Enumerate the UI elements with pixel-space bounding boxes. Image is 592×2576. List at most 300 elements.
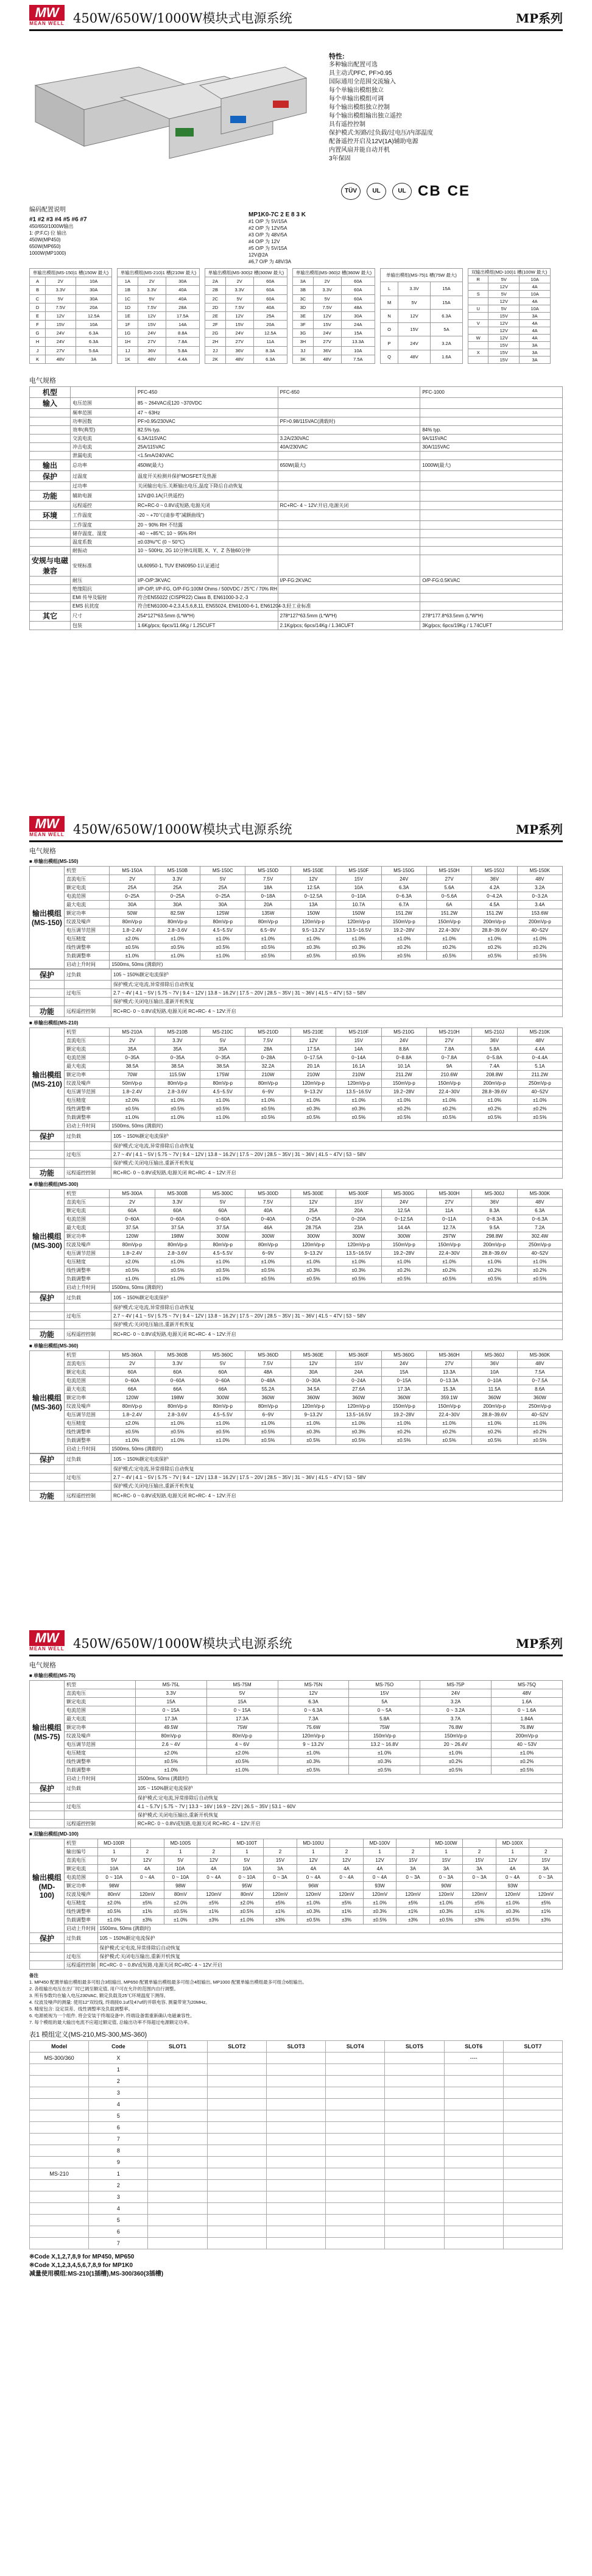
table-cell: 温度开关检测并保护MOSFET及热源 (136, 471, 278, 482)
table-cell: 2V (46, 277, 76, 286)
table-cell: 13.5~16.5V (336, 1249, 381, 1258)
table-cell: 7.5V (225, 303, 253, 311)
table-cell (30, 1465, 65, 1474)
table-cell (30, 2215, 89, 2226)
table-cell: 24V (381, 1360, 426, 1368)
table-cell: 150mVp-p (426, 918, 471, 926)
table-cell: 200mVp-p (472, 918, 517, 926)
table-cell (30, 443, 71, 452)
table-cell (385, 2168, 444, 2180)
table-row (30, 1775, 563, 1783)
table-cell: 198W (155, 1394, 200, 1402)
table-row (30, 1961, 563, 1970)
table-cell: 9~13.2V (291, 1249, 336, 1258)
table-row (30, 269, 112, 277)
table-cell: MS-360F (336, 1351, 381, 1360)
table-cell: 5V (313, 294, 341, 303)
table-cell: 38.5A (110, 1062, 155, 1071)
table-cell: ±0.2% (517, 1105, 562, 1113)
table-cell: 17.3A (135, 1715, 206, 1723)
table-cell: 远程遥控控制 (65, 1491, 111, 1502)
table-cell: ±0.3% (363, 1907, 396, 1916)
table-cell: MS-300/360 (30, 2053, 89, 2064)
table-cell: 电压精度 (65, 1899, 98, 1907)
table-cell: 105 ~ 150%额定电流保护 (111, 1454, 563, 1465)
table-cell (148, 2238, 207, 2249)
table-cell: 80mVp-p (155, 1079, 200, 1088)
table-cell: 32.2A (245, 1062, 291, 1071)
table-cell: 1A (118, 277, 138, 286)
table-cell: ±0.3% (336, 1428, 381, 1436)
table-cell: 启动上升时间 (65, 1283, 110, 1292)
table-cell: 76.8W (492, 1723, 563, 1732)
table-cell: 10.7A (336, 901, 381, 909)
table-cell: 66A (155, 1385, 200, 1394)
table-cell: MS-300B (155, 1190, 200, 1198)
table-cell (385, 2203, 444, 2215)
table-row (30, 1899, 563, 1907)
table-cell: 机型 (65, 1028, 110, 1037)
table-cell: 2 (330, 1848, 364, 1856)
table-cell: 7.3A (278, 1715, 349, 1723)
table-cell (266, 2122, 325, 2134)
table-cell: 46A (245, 1224, 291, 1232)
table-cell (444, 2145, 503, 2157)
table-cell: MS-75M (206, 1681, 278, 1689)
table-cell: 0~60A (200, 1215, 245, 1224)
table-row (30, 901, 563, 909)
table-cell (385, 2145, 444, 2157)
table-row (468, 291, 551, 298)
table-cell: 9A (426, 1062, 471, 1071)
table-row (30, 346, 112, 355)
table-cell: 24V (420, 1689, 492, 1698)
table-cell: 24A (336, 1368, 381, 1377)
table-row (30, 585, 563, 594)
table-cell: 22.4~30V (426, 926, 471, 935)
table-cell: ±0.5% (472, 1113, 517, 1122)
table-cell: 120mVp-p (291, 1079, 336, 1088)
table-cell: ±1.0% (245, 1096, 291, 1105)
table-cell: 150mVp-p (381, 918, 426, 926)
table-cell: 3A (520, 349, 551, 357)
table-cell: 0~10A (472, 1377, 517, 1385)
table-row (293, 355, 375, 363)
table-cell: ±1.0% (517, 1096, 562, 1105)
table-cell: 16.1A (336, 1062, 381, 1071)
table-cell: 0 ~ 3A (463, 1873, 496, 1882)
table-cell: 直流电压 (65, 1856, 98, 1865)
table-row (30, 918, 563, 926)
table-row (30, 1258, 563, 1266)
table-cell: MS-150G (381, 867, 426, 875)
table-row (30, 1241, 563, 1249)
table-cell: 单输出模组(MS-300)2 槽(300W 最大) (205, 269, 287, 277)
table-cell: 1K (118, 355, 138, 363)
table-cell: ±0.5% (363, 1916, 396, 1925)
table-cell (30, 521, 71, 530)
table-cell: 60A (200, 1368, 245, 1377)
table-row (30, 1304, 563, 1312)
table-cell: 120mVp-p (291, 1402, 336, 1411)
protection-table (29, 1130, 563, 1179)
table-cell (30, 989, 65, 998)
table-cell (468, 357, 488, 364)
table-cell (30, 1953, 65, 1961)
table-cell: 15V (488, 342, 520, 349)
table-row (30, 443, 563, 452)
table-cell: 135W (245, 909, 291, 918)
table-row (30, 426, 563, 435)
table-cell: 105 ~ 150%额定电流保护 (135, 1783, 562, 1794)
table-cell: 40~52V (517, 1249, 562, 1258)
table-cell: 5V (200, 1037, 245, 1045)
table-cell: ±0.2% (492, 1758, 563, 1766)
table-cell: 2A (205, 277, 226, 286)
table-cell: 120mV (363, 1890, 396, 1899)
table-cell (444, 2064, 503, 2076)
table-cell: 远程遥控控制 (65, 1329, 111, 1340)
table-cell: 28.8~39.6V (472, 1088, 517, 1096)
table-cell: 9 ~ 13.2V (278, 1740, 349, 1749)
table-cell: 15V (313, 321, 341, 329)
table-row (30, 1689, 563, 1698)
table-cell: 10A (164, 1865, 197, 1873)
table-cell: 4A (520, 298, 551, 305)
table-cell: 负载调整率 (65, 1766, 136, 1775)
table-cell: 过负载 (65, 1293, 111, 1304)
table-cell: 7.5V (245, 1037, 291, 1045)
table-cell (503, 2064, 562, 2076)
table-cell: 总功率 (71, 460, 136, 471)
table-cell: 额定功率 (65, 1882, 98, 1890)
table-row (30, 1006, 563, 1017)
table-cell: 0~11A (426, 1215, 471, 1224)
slot-table-title: 表1 模组定义(MS-210,MS-300,MS-360) (29, 2031, 147, 2038)
table-cell: 37.5A (155, 1224, 200, 1232)
table-row (30, 1368, 563, 1377)
table-cell: 19.2~28V (381, 1249, 426, 1258)
table-cell: 1 (89, 2064, 148, 2076)
protection-table (29, 1292, 563, 1340)
table-cell: RC+RC- 0 ~ 0.8V或短路,电源关闭 RC+RC- 4 ~ 12V:开启 (111, 1168, 563, 1179)
series-name: MP系列 (515, 822, 563, 837)
table-cell: 47 ~ 63Hz (136, 409, 278, 417)
table-cell: ±1.0% (200, 1436, 245, 1445)
tuv-mark-icon: TÜV (341, 183, 361, 200)
table-cell: 1500ms, 50ms (满载时) (110, 1445, 563, 1453)
table-cell (396, 1839, 430, 1848)
table-cell: 线性调整率 (65, 1907, 98, 1916)
table-cell: ±0.3% (336, 1105, 381, 1113)
table-cell: 最大电流 (65, 1062, 110, 1071)
table-cell: 负载调整率 (65, 1113, 110, 1122)
table-row (118, 294, 200, 303)
table-cell: ±0.5% (245, 1113, 291, 1122)
table-cell: 22.4~30V (426, 1249, 471, 1258)
table-cell: 单输出模组(MS-75)1 槽(75W 最大) (381, 269, 463, 282)
table-cell: 4A (297, 1865, 330, 1873)
table-cell (420, 471, 563, 482)
module-code-table (380, 268, 463, 364)
table-cell (503, 2053, 562, 2064)
table-cell: 17.5A (291, 1045, 336, 1054)
table-cell (278, 471, 420, 482)
table-cell: 20A (253, 321, 287, 329)
table-cell: ±0.5% (517, 1113, 562, 1122)
table-row (293, 321, 375, 329)
table-cell: MD-100W (429, 1839, 463, 1848)
table-cell: 1.8~2.4V (110, 1249, 155, 1258)
table-cell: 2V (110, 1037, 155, 1045)
table-cell: 1500ms, 50ms (满载时) (135, 1775, 562, 1783)
table-cell (30, 1474, 65, 1482)
table-cell: 60A (110, 1207, 155, 1215)
table-cell: MS-150A (110, 867, 155, 875)
table-cell: 0~8.8A (381, 1054, 426, 1062)
table-cell: 1.8~2.4V (110, 1088, 155, 1096)
table-row (30, 1360, 563, 1368)
table-cell: MS-360B (155, 1351, 200, 1360)
table-cell: 7.5A (517, 1368, 562, 1377)
table-cell: 远程遥控 (71, 502, 136, 510)
table-cell: G (30, 329, 46, 338)
table-cell (385, 2134, 444, 2145)
table-cell: ±0.2% (381, 1266, 426, 1275)
table-cell: 15A (135, 1698, 206, 1706)
table-cell: 耐压 (71, 577, 136, 585)
table-cell (503, 2087, 562, 2099)
table-cell: 12V (278, 1689, 349, 1698)
table-cell (30, 998, 65, 1006)
table-cell: 3A (76, 355, 111, 363)
table-cell (30, 1312, 65, 1321)
table-cell: 2.8~3.6V (155, 926, 200, 935)
table-cell: 0 ~ 15A (135, 1706, 206, 1715)
table-cell (30, 2099, 89, 2110)
table-cell: 210W (245, 1071, 291, 1079)
table-cell: ±1.0% (472, 935, 517, 943)
table-cell: 30A (200, 901, 245, 909)
table-cell (503, 2226, 562, 2238)
table-cell (148, 2099, 207, 2110)
table-cell: 3A (293, 277, 314, 286)
table-cell: 0~8.3A (472, 1215, 517, 1224)
table-cell: 80mVp-p (200, 1241, 245, 1249)
table-row (30, 1224, 563, 1232)
table-cell: 12.7A (426, 1224, 471, 1232)
table-cell: 1 (363, 1848, 396, 1856)
table-cell: 40 ~ 53V (492, 1740, 563, 1749)
table-cell: ±0.5% (245, 1105, 291, 1113)
table-cell: 250mVp-p (517, 1079, 562, 1088)
table-row (468, 313, 551, 320)
table-cell: 12V (291, 875, 336, 884)
table-row (30, 1198, 563, 1207)
table-row (30, 1715, 563, 1723)
table-cell: 3.3V (138, 286, 166, 294)
table-cell: 85 ~ 264VAC或120 ~370VDC (136, 398, 278, 409)
table-cell: 4A (520, 320, 551, 327)
table-cell (420, 547, 563, 555)
table-cell: ±1.0% (200, 952, 245, 960)
table-cell: ±0.5% (155, 943, 200, 952)
table-cell: 360W (291, 1394, 336, 1402)
table-cell (30, 435, 71, 443)
table-cell (503, 2203, 562, 2215)
table-row (468, 320, 551, 327)
table-row (30, 1944, 563, 1953)
table-cell: 360W (336, 1394, 381, 1402)
table-cell: 1D (118, 303, 138, 311)
table-cell: 5V (200, 875, 245, 884)
table-cell: 额定电流 (65, 1698, 136, 1706)
module-spec-table (29, 1350, 563, 1453)
table-cell: 6.7A (381, 901, 426, 909)
table-cell: 3D (293, 303, 314, 311)
table-cell: 3K (293, 355, 314, 363)
table-cell: 6.3A (76, 338, 111, 346)
datasheet-page-3: MW MEAN WELL 450W/650W/1000W模块式电源系统 MP系列 电气规格 ■ 单输出模组(MS-75) 输出模组(MS-75) 机型 MS-75L MS-75M MS-75N MS-75O MS-75P MS-75Q 直流电压 3.3V 5V 12V 15V 24V 48V 额定电流 15A 15A 6.3A 5A 3.2A 1.6A 电流范围 0 ~ 15A 0 ~ 15A 0 ~ 6.3A 0 ~ 5A 0 ~ 3.2A 0 ~ 1.6A 最大电流 17.3A 17.3A 7.3A 5.8A 3.7A 1.84A 额定功率 49.5W 75W 75.6W 75W 76.8W 76.8W 纹波及噪声 80mVp-p 80mVp-p 120mVp-p 150mVp-p 150mVp-p 200mVp-p 电压调节范围 2.6 ~ 4V 4 ~ 6V 9 ~ 13.2V 13.2 ~ 16.8V 20 ~ 26.4V 40 ~ 53V 电压精度 ±2.0% ±2.0% ±1.0% ±1.0% ±1.0% ±1.0% 线性调整率 ±0.5% ±0.5% ±0.3% ±0.3% ±0.2% ±0.2% 负载调整率 ±1.0% ±1.0% ±0.5% ±0.5% ±0.5% ±0.5% 启动上升时间 1500ms, 50ms (满载时) 保护 过负载 105 ~ 150%额定电流保护 保护模式:定电流,异常排除后自动恢复 过电压 4.1 ~ 5.7V | 5.75 ~ 7V | 13.3 ~ 16V | 16.9 ~ 22V | 26.5 ~ 35V | 53.1 ~ 60V 保护模式:关闭电压输出,重新开机恢复 远程遥控控制 RC+RC- 0 ~ 0.8V或短路,电源关闭 RC+RC- 4 ~ 12V:开启 ■ 双输出模组(MD-100) 输出模组(MD-100) 机型 MD-100R MD-100S MD-100T MD-100U MD-100V MD-100W MD-100X 输出编号 1 2 1 2 1 2 1 2 1 2 1 2 1 2 直流电压 5V 12V 5V 12V 5V 15V 12V 12V 12V 15V 15V 15V 12V 15V 额定电流 10A 4A 10A 4A 10A 3A 4A 4A 4A 3A 3A 3A 4A 3A 电流范围 0 ~ 10A 0 ~ 4A 0 ~ 10A 0 ~ 4A 0 ~ 10A 0 ~ 3A 0 ~ 4A 0 ~ 4A 0 ~ 4A 0 ~ 3A 0 ~ 3A 0 ~ 3A 0 ~ 4A 0 ~ 3A 额定功率 98W 98W 95W 96W 93W 90W 93W 纹波及噪声 80mV 120mV 80mV 120mV 80mV 120mV 120mV 120mV 120mV 120mV 120mV 120mV 120mV 120mV 电压精度 ±2.0% ±5% ±2.0% ±5% ±2.0% ±5% ±1.0% ±5% ±1.0% ±5% ±1.0% ±5% ±1.0% ±5% 线性调整率 ±0.5% ±1% ±0.5% ±1% ±0.5% ±1% ±0.3% ±1% ±0.3% ±1% ±0.3% ±1% ±0.3% ±1% 负载调整率 ±1.0% ±3% ±1.0% ±3% ±1.0% ±3% ±0.5% ±3% ±0.5% ±3% ±0.5% ±3% ±0.5% ±3% 启动上升时间 1500ms, 50ms (满载时) 保护 过负载 105 ~ 150%额定电流保护 保护模式:定电流,异常排除后自动恢复 过电压 保护模式:关闭电压输出,重新开机恢复 远程遥控控制 RC+RC- 0 ~ 0.8V或短路,电源关闭 RC+RC- 4 ~ 12V:开启 备注 1. MP450 配置单输出模组最多可组合3组输出, MP650 配置单输出模组最多可组合4组输出, MP1000 配置单输出模组最多可组合6组输出。 2. 各组输出电压在出厂时已调至额定值, 用户可在允许的范围内自行调整。 3. 所有参数均在输入电压230VAC, 额定负载及25℃环境温度下测得。 4. 纹波及噪声的测量: 使用12"双绞线, 终端接0.1uf及47uf的并联电容, 测量带宽为20MHz。 5. 精度包含: 设定误差、线性调整率及负载调整率。 6. 电源被视为一个组件, 将会安装于终端设备中, 终端设备需重新确认电磁兼容性。 7. 每个模组的最大输出电流不应超过额定值, 总输出功率不得超过电源额定功率。 表1 模组定义(MS-210,MS-300,MS-360) Model Code SLOT1 SLOT2 SLOT3 SLOT4 SLOT5 SLOT6 SLOT7 MS-300/360 X ---- 1 2 3 4 5 6 7 8 9 MS-210 1 2 3 4 5 6 7 ※Code X,1,2,7,8,9 for MP450, MP650 ※Code X,1,2,3,4,5,6,7,8,9 for MP1K0 减量使用模组:MS-210(1插槽),MS-300/360(3插槽) (0, 1625, 592, 2576)
table-cell: 输出模组(MS-360) (30, 1351, 65, 1453)
table-cell: 5A (349, 1698, 420, 1706)
table-cell: 保护 (30, 1933, 65, 1944)
table-cell (330, 1839, 364, 1848)
certification-marks (341, 183, 470, 200)
ce-mark-icon: CE (447, 183, 471, 199)
table-cell (266, 2180, 325, 2191)
table-cell: 37.5A (200, 1224, 245, 1232)
table-cell (30, 2226, 89, 2238)
table-cell: ±1.0% (110, 1275, 155, 1283)
module-code-table (29, 268, 112, 364)
table-row (30, 1275, 563, 1283)
table-cell: 1.6A (431, 350, 463, 363)
table-cell: 105 ~ 150%额定电流保护 (111, 970, 563, 981)
table-cell: 0~12.5A (291, 892, 336, 901)
table-cell: 0~20A (336, 1215, 381, 1224)
table-cell (266, 2099, 325, 2110)
table-cell: 7.8A (426, 1045, 471, 1054)
table-cell: 360W (472, 1394, 517, 1402)
table-cell: 12.5A (291, 884, 336, 892)
table-cell: 机型 (65, 1681, 136, 1689)
table-cell: 12V (330, 1856, 364, 1865)
table-cell: 0~25A (200, 892, 245, 901)
table-cell: 48V (46, 355, 76, 363)
table-cell: 线性调整率 (65, 1105, 110, 1113)
table-cell: 15V (463, 1856, 496, 1865)
table-cell: 27V (313, 338, 341, 346)
table-cell (326, 2110, 385, 2122)
table-cell (278, 521, 420, 530)
table-cell: ±1.0% (97, 1916, 131, 1925)
table-cell (71, 387, 136, 398)
table-cell: 80mVp-p (245, 1079, 291, 1088)
table-cell (30, 602, 71, 611)
table-cell: 8.8A (381, 1045, 426, 1054)
table-cell: 1B (118, 286, 138, 294)
table-row (30, 1096, 563, 1105)
table-cell: 5.1A (517, 1062, 562, 1071)
table-cell: 18A (245, 884, 291, 892)
table-cell: 保护模式:关闭电压输出,重新开机恢复 (111, 1159, 563, 1168)
table-cell: 24V (138, 329, 166, 338)
table-cell: ±0.5% (517, 952, 562, 960)
table-cell: 直流电压 (65, 1360, 110, 1368)
table-cell: PFC-1000 (420, 387, 563, 398)
table-cell (207, 2099, 266, 2110)
table-cell (444, 2180, 503, 2191)
table-cell: 15.3A (426, 1385, 471, 1394)
table-cell: 输出模组(MS-210) (30, 1028, 65, 1130)
table-cell: U (468, 305, 488, 313)
table-cell: 60A (253, 294, 287, 303)
table-cell: 额定功率 (65, 1232, 110, 1241)
table-cell: 0 ~ 1.6A (492, 1706, 563, 1715)
table-cell: 15V (529, 1856, 563, 1865)
table-cell: 70W (110, 1071, 155, 1079)
table-cell (30, 1794, 65, 1803)
table-cell (30, 2122, 89, 2134)
table-cell: 4A (330, 1865, 364, 1873)
table-cell: ±5% (197, 1899, 231, 1907)
table-cell: 4.1 ~ 5.7V | 5.75 ~ 7V | 13.3 ~ 16V | 16.9 ~ 22V | 26.5 ~ 35V | 53.1 ~ 60V (135, 1803, 562, 1811)
module-code-table (292, 268, 375, 364)
features-list: 特性: 多种输出配置可选 具主动式PFC, PF>0.95 国际通用全范围交流输入 每个单输出模组独立 每个单输出模组可调 每个输出模组独立控制 每个输出模组输出独立遥控 具有遥控控制 保护模式:短路/过负载/过电压/内部温度 配备遥控开启及12V(1A)辅助电源 内置风扇并能自动开机 3年保固 (329, 53, 434, 162)
table-row (205, 277, 287, 286)
table-cell (266, 2110, 325, 2122)
table-row (205, 329, 287, 338)
table-cell (278, 426, 420, 435)
table-cell: 55.2A (245, 1385, 291, 1394)
feature-item: 具主动式PFC, PF>0.95 (329, 70, 392, 77)
table-cell (30, 585, 71, 594)
table-cell (503, 2076, 562, 2087)
table-cell: 1.6Kg/pcs; 6pcs/11.6Kg / 1.25CUFT (136, 622, 278, 630)
module-code-tables (29, 268, 551, 364)
table-cell: 35A (200, 1045, 245, 1054)
table-cell: 12V (488, 327, 520, 335)
table-row (30, 1312, 563, 1321)
feature-item: 内置风扇并能自动开机 (329, 147, 390, 154)
table-cell (420, 409, 563, 417)
table-cell (30, 1961, 65, 1970)
table-cell: ±0.5% (381, 1275, 426, 1283)
table-cell (65, 1794, 136, 1803)
table-cell: 210.6W (426, 1071, 471, 1079)
table-cell: 1.84A (492, 1715, 563, 1723)
table-cell: MS-300E (291, 1190, 336, 1198)
table-cell (207, 2180, 266, 2191)
table-cell (30, 2076, 89, 2087)
table-cell (65, 1944, 98, 1953)
table-cell: MS-360K (517, 1351, 562, 1360)
table-cell: 13.5~16.5V (336, 926, 381, 935)
table-cell (264, 1882, 297, 1890)
table-cell: ±1.0% (155, 1113, 200, 1122)
table-cell: 150W (291, 909, 336, 918)
table-cell: 单输出模组(MS-210)1 槽(210W 最大) (118, 269, 200, 277)
table-cell: 27V (46, 346, 76, 355)
table-cell: 200mVp-p (472, 1402, 517, 1411)
table-cell: ±0.2% (517, 943, 562, 952)
table-cell (266, 2168, 325, 2180)
table-cell: 7.4A (472, 1062, 517, 1071)
table-cell: ±1% (264, 1907, 297, 1916)
table-cell: 0~60A (155, 1377, 200, 1385)
table-cell: MS-300K (517, 1190, 562, 1198)
